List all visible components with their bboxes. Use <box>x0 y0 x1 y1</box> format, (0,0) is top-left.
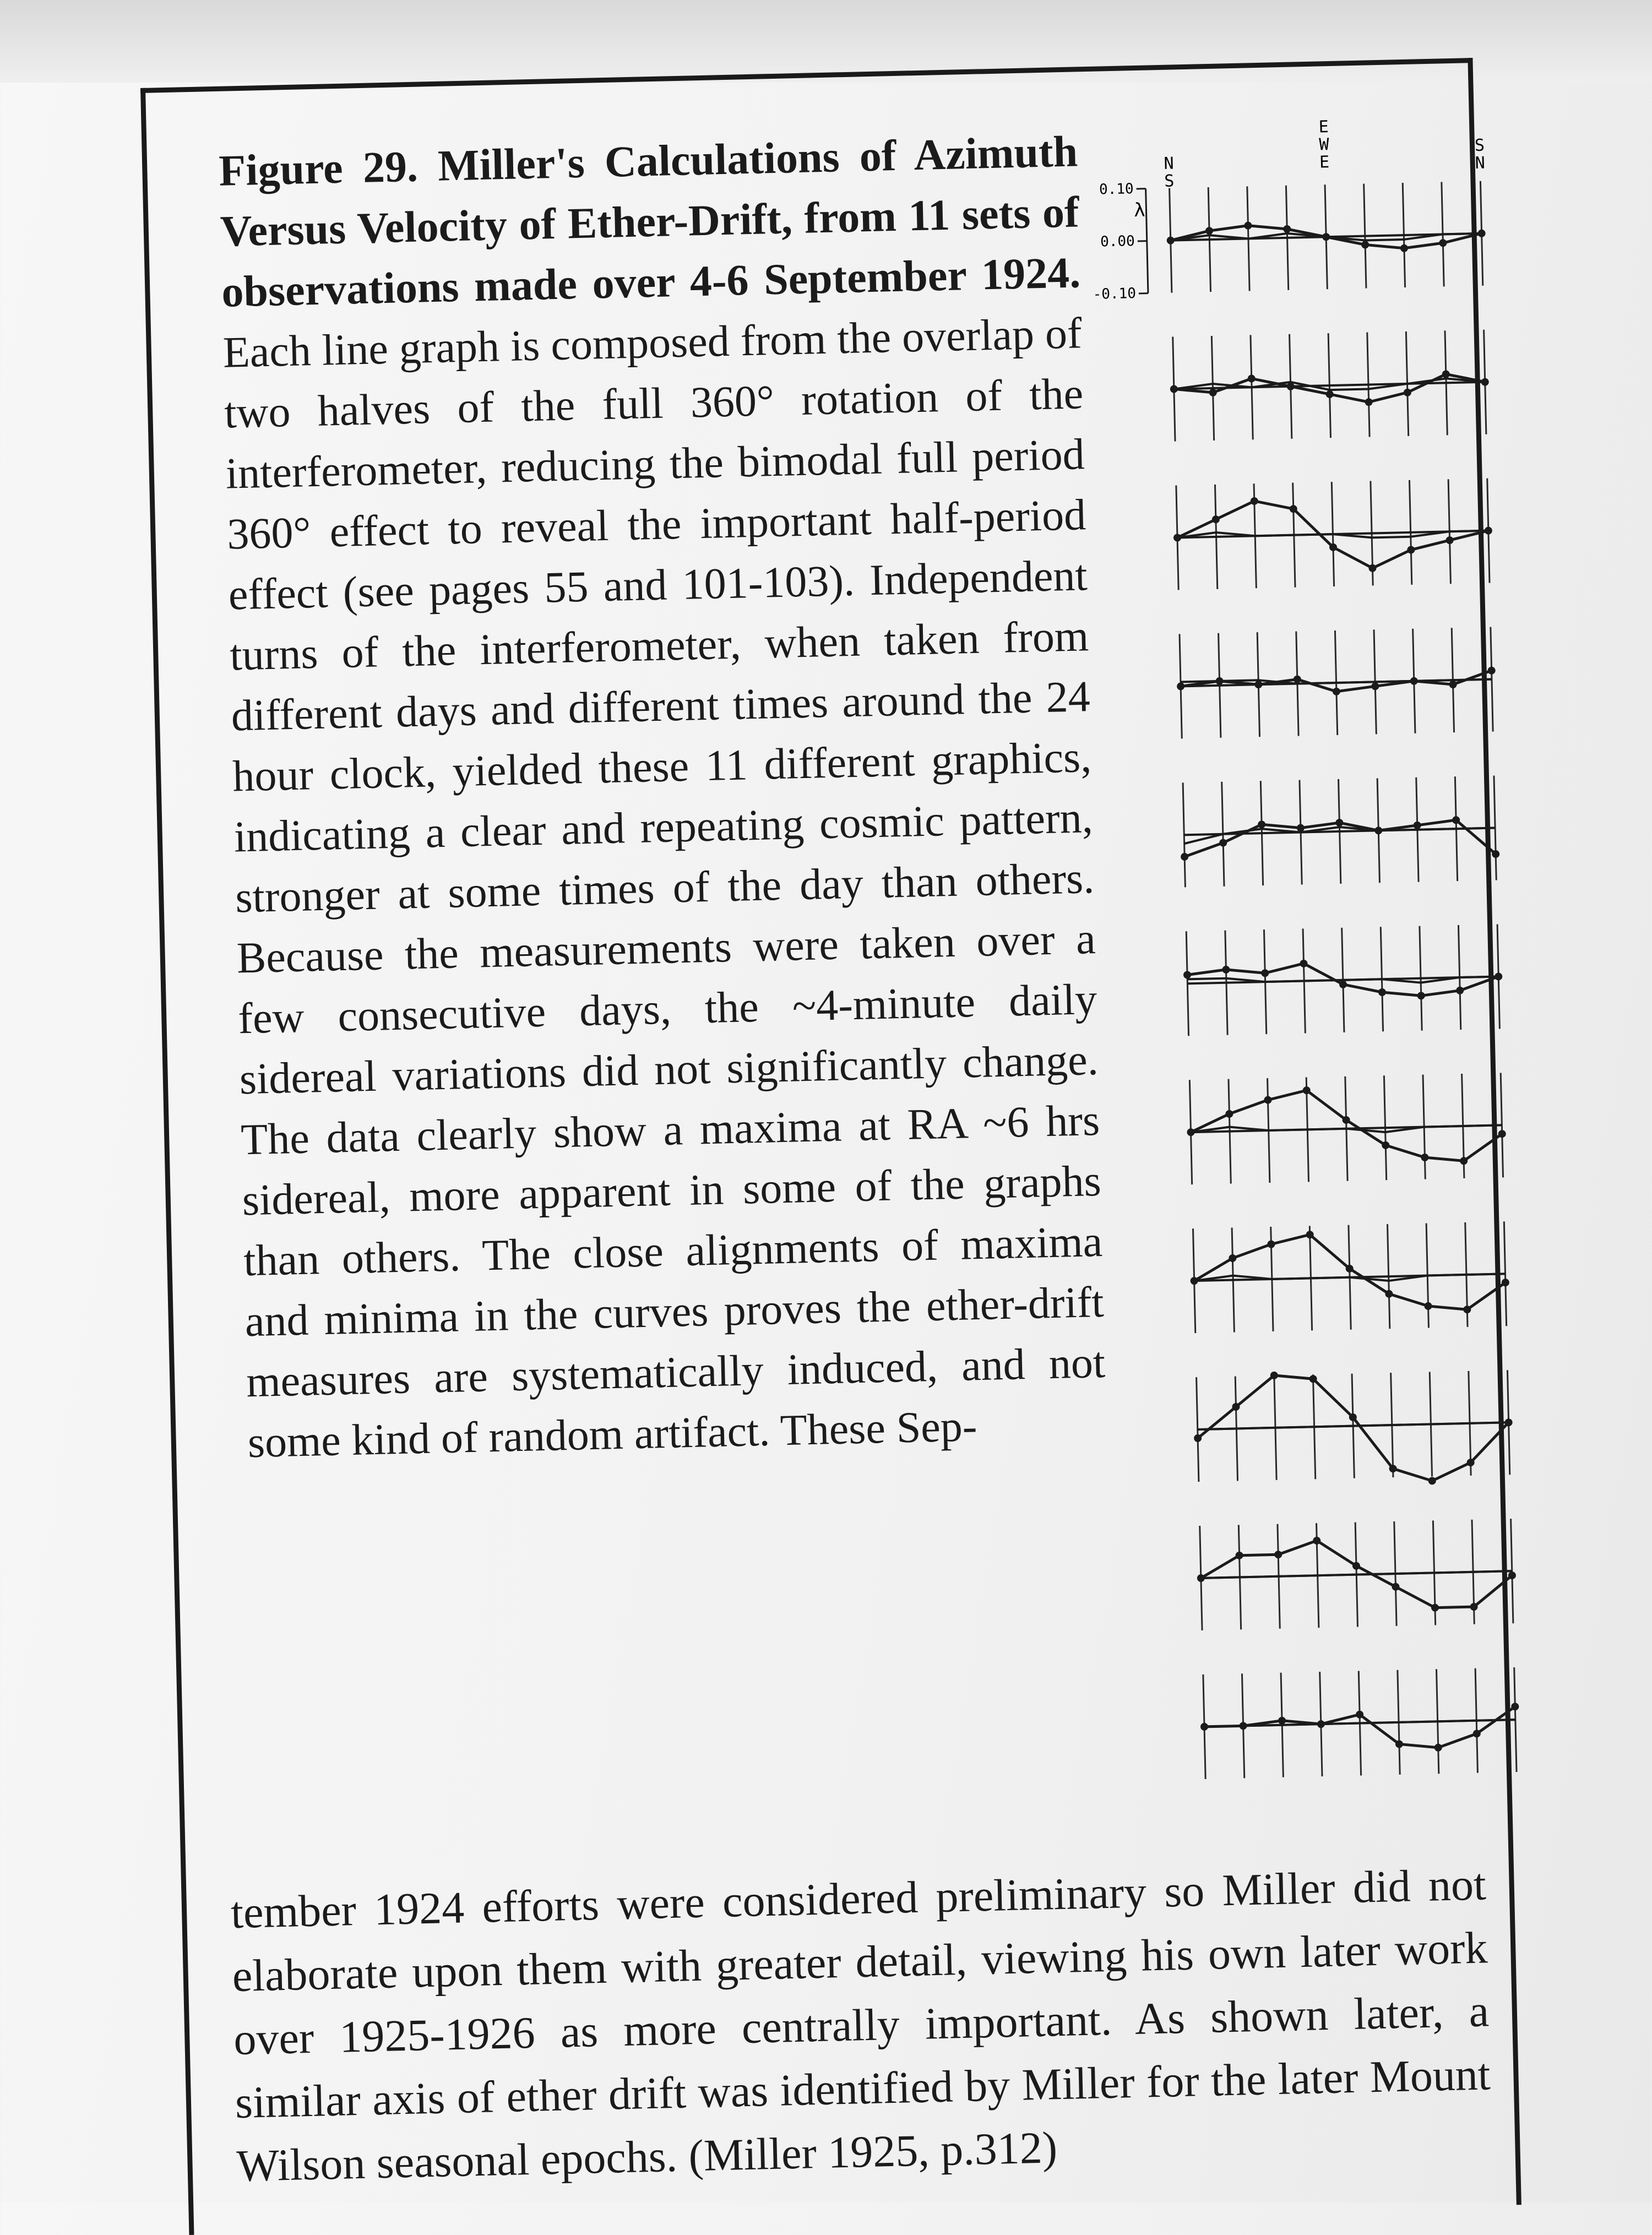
data-point <box>1424 1302 1432 1310</box>
data-point <box>1495 972 1502 980</box>
plot-area <box>1089 114 1521 1781</box>
data-point <box>1244 222 1252 230</box>
direction-label-ewe: E <box>1319 153 1330 172</box>
direction-label-ns: N <box>1164 154 1174 173</box>
data-point <box>1434 1744 1442 1752</box>
data-point <box>1456 987 1464 994</box>
data-point <box>1333 688 1340 695</box>
data-point <box>1449 681 1457 688</box>
data-point <box>1335 819 1343 826</box>
y-tick-label: -0.10 <box>1093 285 1136 303</box>
data-point <box>1294 676 1301 683</box>
data-point <box>1215 677 1223 685</box>
direction-label-ewe: E <box>1318 117 1329 137</box>
data-point <box>1421 1154 1428 1161</box>
data-point <box>1485 527 1492 535</box>
figure-caption <box>218 121 1107 1473</box>
data-point <box>1254 681 1262 688</box>
data-point <box>1378 988 1386 996</box>
data-point <box>1439 239 1447 247</box>
data-point <box>1239 1722 1247 1730</box>
direction-label-ewe: W <box>1319 135 1330 154</box>
data-point <box>1209 389 1217 396</box>
data-point <box>1200 1723 1208 1731</box>
data-point <box>1322 233 1330 241</box>
data-point <box>1248 374 1256 382</box>
data-point <box>1264 1096 1271 1103</box>
data-point <box>1446 536 1453 544</box>
data-point <box>1361 241 1369 248</box>
ether-drift-chart <box>1049 84 1529 1856</box>
data-point <box>1181 853 1188 861</box>
data-point <box>1400 244 1408 252</box>
data-point <box>1477 230 1485 237</box>
data-point <box>1374 826 1382 834</box>
data-point <box>1297 824 1305 831</box>
data-point <box>1326 390 1334 398</box>
data-point <box>1283 225 1291 233</box>
data-point <box>1317 1720 1325 1728</box>
y-tick-label: 0.00 <box>1100 233 1135 250</box>
data-point <box>1365 398 1372 406</box>
data-point <box>1417 992 1425 999</box>
data-point <box>1222 966 1230 974</box>
y-tick-label: 0.10 <box>1099 181 1134 198</box>
data-point <box>1481 378 1489 386</box>
data-point <box>1170 385 1178 393</box>
data-point <box>1487 667 1495 675</box>
data-point <box>1274 1551 1282 1558</box>
caption-continuation: tember 1924 efforts were considered preliminary so Miller did not elaborate upon them with greater detail, viewing his own later work over 1925-1926 as more centrally important. As shown later, a similar axis of ether drift was identified by Miller for the later Mount Wilson seasonal epochs. (Miller 1925, p.312) <box>230 1852 1492 2198</box>
caption-body: Each line graph is composed from the overlap of two halves of the full 360° rotation of the interferometer, reducing the bimodal full period 360° effect to reveal the important half-period effect (see pages 55 and 101-103). Independent turns of the interferometer, when taken from different days and different times around the 24 hour clock, yielded these 11 different graphics, indicating a clear and repeating cosmic pattern, stronger at some times of the day than others. Because the measurements were taken over a few consecutive days, the ~4-minute daily sidereal variations did not significantly change. The data clearly show a maxima at RA ~6 hrs sidereal, more apparent in some of the graphs than others. The close alignments of maxima and minima in the curves proves the ether-drift measures are systematically induced, and not some kind of random artifact. These Sep- <box>222 309 1106 1467</box>
y-axis-symbol: λ <box>1134 199 1145 221</box>
figure-title: Figure 29. Miller's Calculations of Azimuth Versus Velocity of Ether-Drift, from 11 sets of observations made over 4-6 September 1924. <box>218 127 1081 316</box>
data-point <box>1205 227 1213 235</box>
data-point <box>1267 1240 1275 1248</box>
data-point <box>1261 969 1269 977</box>
direction-label-sn: N <box>1475 154 1485 173</box>
data-point <box>1278 1717 1286 1725</box>
data-point <box>1177 682 1184 690</box>
data-point <box>1410 677 1418 685</box>
direction-label-ns: S <box>1164 171 1175 191</box>
data-point <box>1414 822 1421 829</box>
data-point <box>1183 971 1191 978</box>
direction-label-sn: S <box>1475 136 1485 155</box>
data-point <box>1167 236 1175 244</box>
data-point <box>1371 682 1379 690</box>
figure-frame <box>140 58 1521 2235</box>
